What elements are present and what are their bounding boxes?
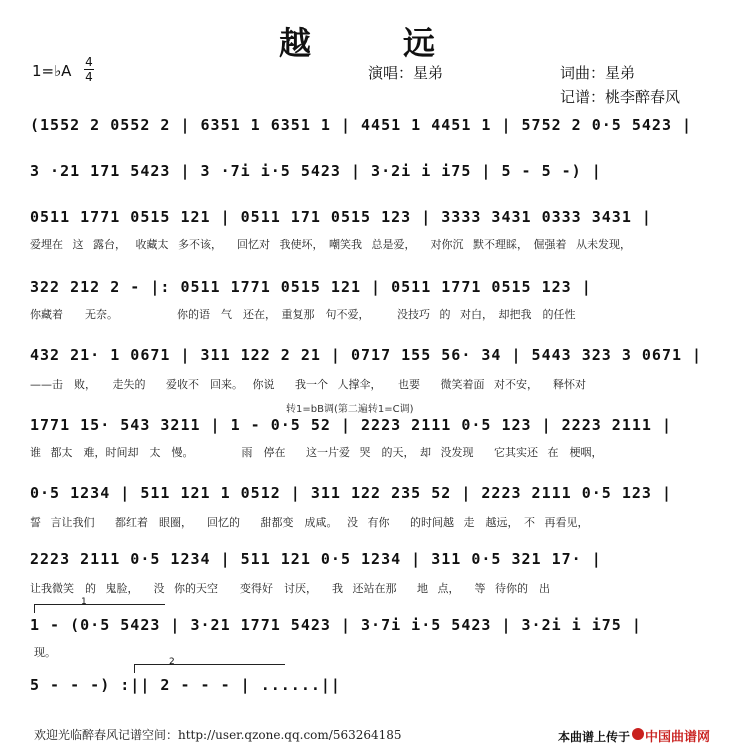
footer-welcome-text: 欢迎光临醉春风记谱空间：http://user.qzone.qq.com/563264185 xyxy=(34,728,402,742)
scorer-credit: 记谱：桃李醉春风 xyxy=(560,88,681,106)
singer-credit: 演唱：星弟 xyxy=(368,64,444,82)
time-sig-top: 4 xyxy=(85,55,93,69)
volta-bracket-1 xyxy=(34,597,165,613)
score-row-3-notes: 0511 1771 0515 121 | 0511 171 0515 123 | 3333 3431 0333 3431 | xyxy=(30,208,652,226)
score-row-5-lyrics: ——击 败， 走失的 爱收不 回来。 你说 我一个 人撑伞， 也要 微笑着面 对不安， 释怀对 xyxy=(30,378,586,391)
score-row-9-notes: 1 - (0·5 5423 | 3·21 1771 5423 | 3·7i i·5 5423 | 3·2i i i75 | xyxy=(30,616,642,634)
brand-logo-icon xyxy=(632,728,644,740)
key-signature: 1=♭A xyxy=(32,62,72,80)
page-title: 越 远 xyxy=(278,24,465,62)
score-row-6-lyrics: 谁 都太 难，时间却 太 慢。 雨 停在 这一片爱 哭 的天， 却 没发现 它其实还 在 梗咽， xyxy=(30,446,603,459)
time-signature xyxy=(84,56,94,83)
score-row-2-notes: 3 ·21 171 5423 | 3 ·7i i·5 5423 | 3·2i i i75 | 5 - 5 -) | xyxy=(30,162,602,180)
score-row-10-notes: 5 - - -) :|| 2 - - - | ......|| xyxy=(30,676,341,694)
score-row-6-notes: 1771 15· 543 3211 | 1 - 0·5 52 | 2223 2111 0·5 123 | 2223 2111 | xyxy=(30,416,672,434)
score-row-7-notes: 0·5 1234 | 511 121 1 0512 | 311 122 235 52 | 2223 2111 0·5 123 | xyxy=(30,484,672,502)
score-row-5-notes: 432 21· 1 0671 | 311 122 2 21 | 0717 155 56· 34 | 5443 323 3 0671 | xyxy=(30,346,703,364)
score-row-9-lyrics: 现。 xyxy=(34,646,56,659)
time-sig-bottom: 4 xyxy=(85,70,93,84)
score-row-4-notes: 322 212 2 - |: 0511 1771 0515 121 | 0511 1771 0515 123 | xyxy=(30,278,592,296)
volta-2-number: 2 xyxy=(169,657,175,667)
score-row-4-lyrics: 你藏着 无奈。 你的语 气 还在， 重复那 句不爱， 没技巧 的 对白， 却把我 的任性 xyxy=(30,308,576,321)
footer-upload-text: 本曲谱上传于 xyxy=(558,730,631,744)
score-row-3-lyrics: 爱埋在 这 露台， 收藏太 多不该， 回忆对 我使坏， 嘲笑我 总是爱， 对你沉 默不理睬， 倔强着 从未发现， xyxy=(30,238,631,251)
brand-name: 中国曲谱网 xyxy=(645,730,711,745)
composer-credit: 词曲：星弟 xyxy=(560,64,636,82)
score-row-8-notes: 2223 2111 0·5 1234 | 511 121 0·5 1234 | 311 0·5 321 17· | xyxy=(30,550,602,568)
modulation-note: 转1=bB调(第二遍转1=C调) xyxy=(286,404,414,415)
score-row-7-lyrics: 誓 言让我们 都红着 眼圈， 回忆的 甜都变 成咸。 没 有你 的时间越 走 越远， 不 再看见， xyxy=(30,516,589,529)
volta-bracket-2 xyxy=(134,657,285,673)
volta-1-number: 1 xyxy=(81,597,87,607)
score-row-1-notes: (1552 2 0552 2 | 6351 1 6351 1 | 4451 1 4451 1 | 5752 2 0·5 5423 | xyxy=(30,116,693,134)
score-row-8-lyrics: 让我微笑 的 鬼脸， 没 你的天空 变得好 讨厌， 我 还站在那 地 点， 等 待你的 出 xyxy=(30,582,550,595)
